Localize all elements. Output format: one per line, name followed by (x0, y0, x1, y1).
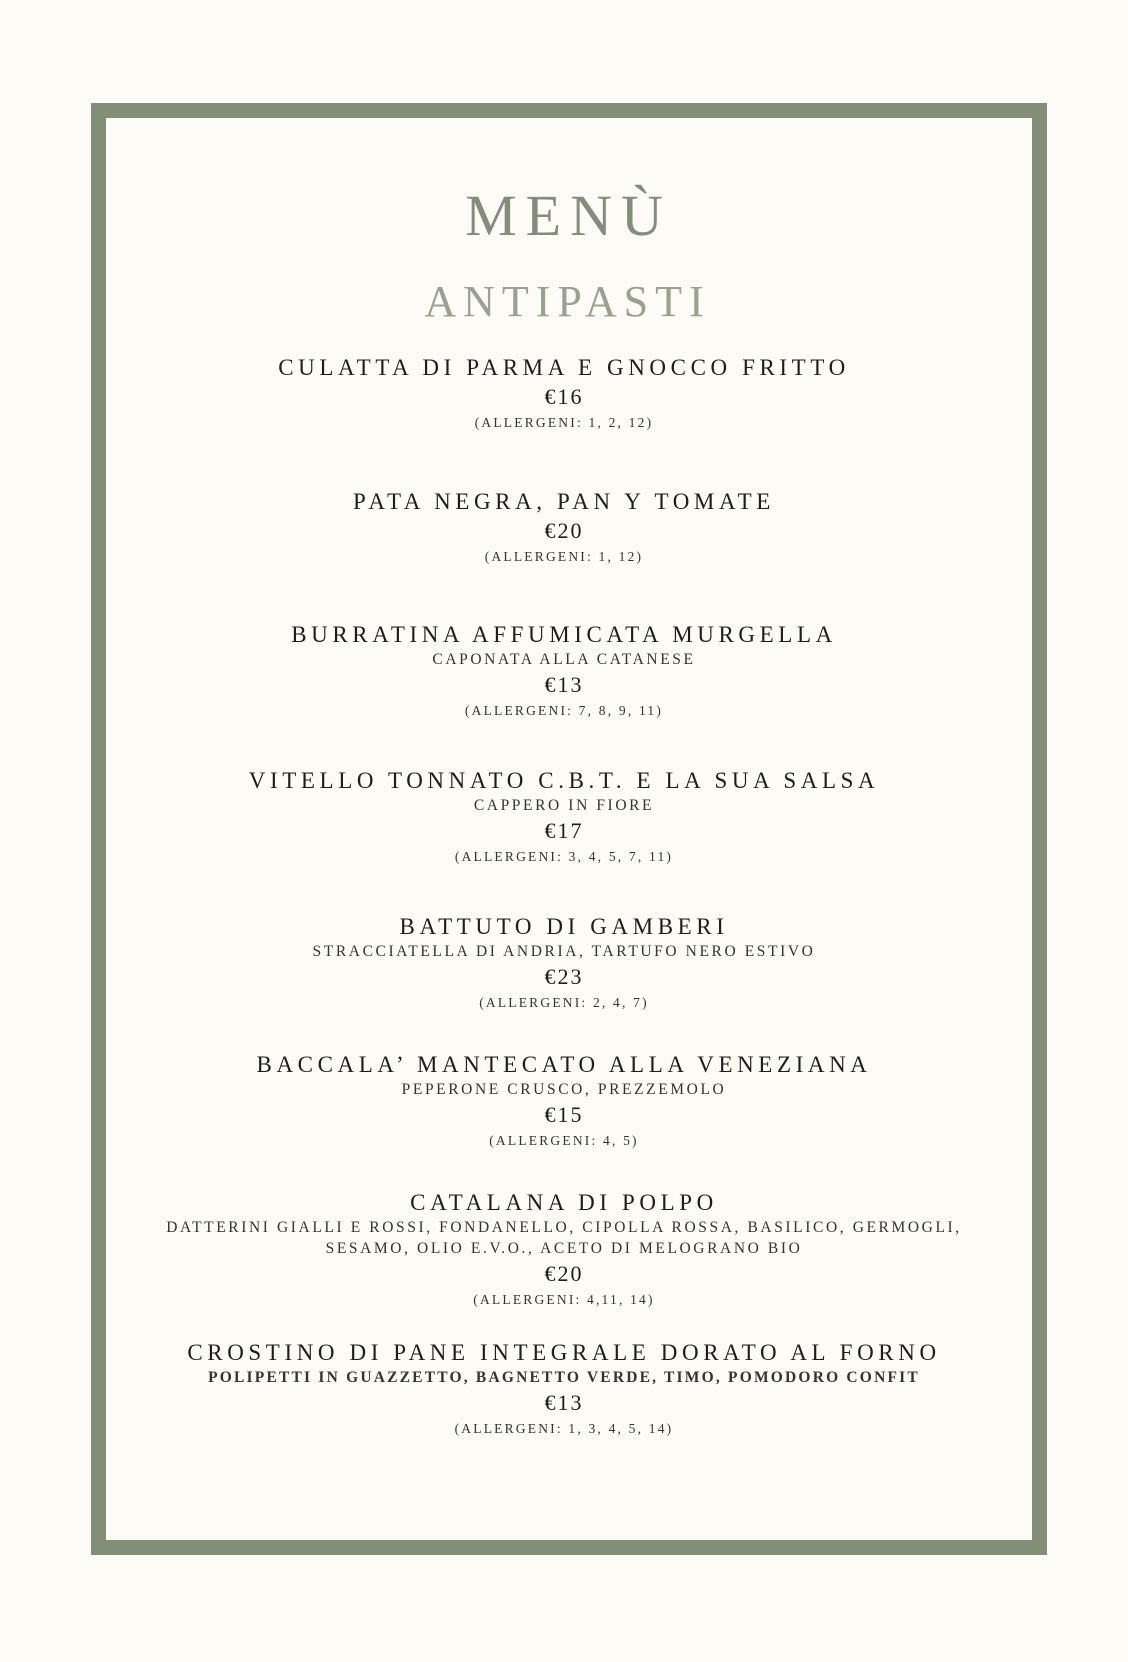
item-description-continued: SESAMO, OLIO E.V.O., ACETO DI MELOGRANO BIO (325, 1240, 803, 1257)
item-name: PATA NEGRA, PAN Y TOMATE (353, 489, 775, 514)
item-price: €16 (544, 384, 584, 409)
item-name: BATTUTO DI GAMBERI (399, 914, 729, 939)
menu-item (0, 621, 1128, 722)
item-price: €13 (544, 1390, 584, 1415)
menu-item (0, 354, 1128, 434)
menu-item (0, 1051, 1128, 1152)
item-price: €17 (544, 818, 584, 843)
item-price: €20 (544, 518, 584, 543)
item-description: PEPERONE CRUSCO, PREZZEMOLO (401, 1081, 727, 1098)
item-name: CATALANA DI POLPO (410, 1190, 718, 1215)
item-allergens: (ALLERGENI: 2, 4, 7) (479, 995, 649, 1010)
item-allergens: (ALLERGENI: 4,11, 14) (473, 1292, 655, 1307)
item-description: DATTERINI GIALLI E ROSSI, FONDANELLO, CIPOLLA ROSSA, BASILICO, GERMOGLI, (166, 1219, 962, 1236)
menu-item (0, 1339, 1128, 1440)
item-price: €20 (544, 1261, 584, 1286)
item-description: CAPONATA ALLA CATANESE (432, 651, 696, 668)
item-name: BACCALA’ MANTECATO ALLA VENEZIANA (256, 1052, 872, 1077)
item-price: €13 (544, 672, 584, 697)
item-name: CROSTINO DI PANE INTEGRALE DORATO AL FORNO (187, 1340, 941, 1365)
item-description: STRACCIATELLA DI ANDRIA, TARTUFO NERO ESTIVO (312, 943, 816, 960)
item-allergens: (ALLERGENI: 3, 4, 5, 7, 11) (454, 849, 674, 864)
item-allergens: (ALLERGENI: 1, 12) (484, 549, 644, 564)
menu-item (0, 488, 1128, 568)
item-name: CULATTA DI PARMA E GNOCCO FRITTO (278, 355, 850, 380)
item-name: VITELLO TONNATO C.B.T. E LA SUA SALSA (248, 768, 880, 793)
section-title: ANTIPASTI (424, 277, 711, 326)
menu-item (0, 913, 1128, 1014)
item-allergens: (ALLERGENI: 4, 5) (489, 1133, 639, 1148)
menu-item (0, 1189, 1128, 1311)
item-description: CAPPERO IN FIORE (473, 797, 655, 814)
item-allergens: (ALLERGENI: 1, 2, 12) (474, 415, 654, 430)
item-allergens: (ALLERGENI: 1, 3, 4, 5, 14) (454, 1421, 674, 1436)
item-allergens: (ALLERGENI: 7, 8, 9, 11) (464, 703, 664, 718)
item-name: BURRATINA AFFUMICATA MURGELLA (291, 622, 837, 647)
item-price: €23 (544, 964, 584, 989)
menu-item (0, 767, 1128, 868)
menu-title: MENÙ (465, 183, 672, 248)
item-description: POLIPETTI IN GUAZZETTO, BAGNETTO VERDE, TIMO, POMODORO CONFIT (208, 1369, 920, 1386)
item-price: €15 (544, 1102, 584, 1127)
